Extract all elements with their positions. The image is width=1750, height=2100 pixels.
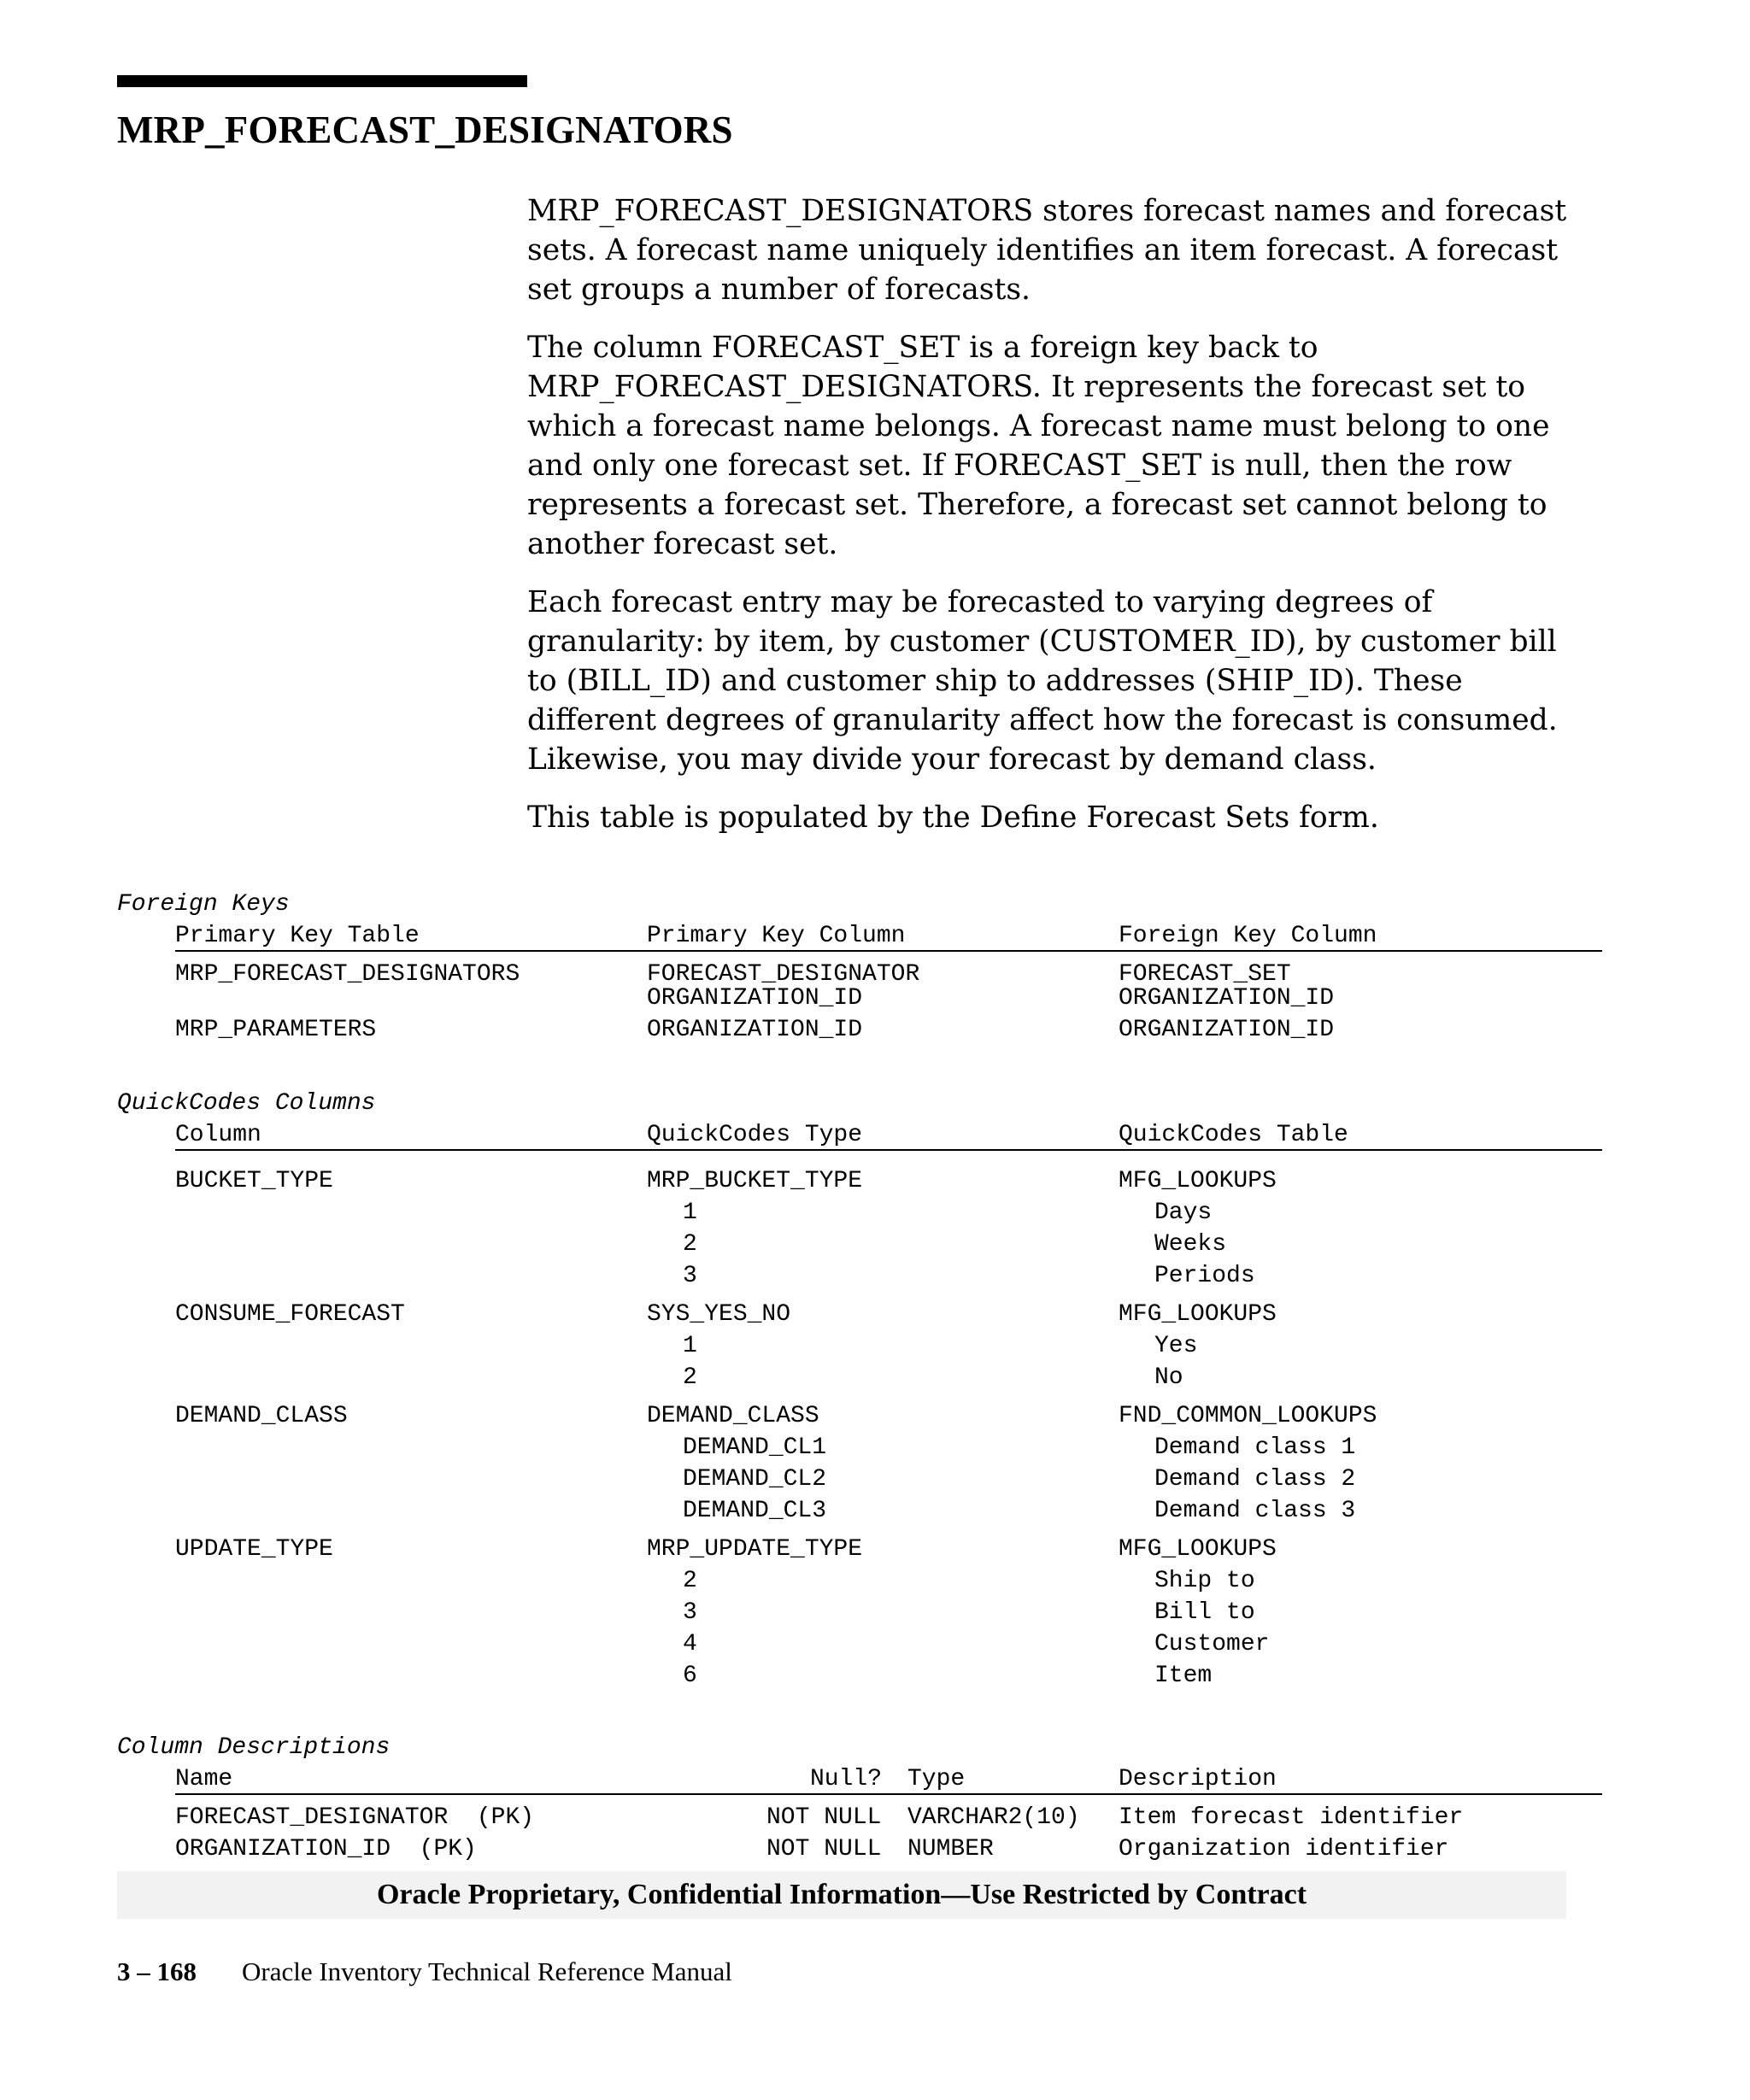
fk-header-rule <box>175 950 1602 952</box>
intro-paragraph: This table is populated by the Define Forecast Sets form. <box>527 801 1379 835</box>
fk-fk-cell: FORECAST_SET <box>1119 961 1291 988</box>
qc-header-rule <box>175 1149 1602 1151</box>
qc-meaning-cell: Weeks <box>1154 1231 1227 1258</box>
qc-table-cell: MFG_LOOKUPS <box>1119 1536 1277 1563</box>
cd-description-cell: Organization identifier <box>1119 1836 1449 1862</box>
cd-name-cell: FORECAST_DESIGNATOR (PK) <box>175 1804 535 1831</box>
qc-type-cell: MRP_BUCKET_TYPE <box>647 1168 863 1194</box>
fk-table-cell: MRP_PARAMETERS <box>175 1017 377 1043</box>
qc-meaning-cell: Customer <box>1154 1631 1270 1657</box>
qc-meaning-cell: Demand class 1 <box>1154 1434 1356 1461</box>
qc-column-cell: CONSUME_FORECAST <box>175 1301 405 1328</box>
qc-code-cell: DEMAND_CL2 <box>683 1466 827 1493</box>
cd-header-type: Type <box>907 1766 966 1792</box>
intro-paragraph: MRP_FORECAST_DESIGNATORS stores forecast names and forecast sets. A forecast name uniquely identifies an item forecast. A forecast set groups a number of forecasts. <box>527 194 1567 307</box>
qc-meaning-cell: Ship to <box>1154 1568 1255 1594</box>
cd-header-rule <box>175 1793 1602 1795</box>
fk-pk-cell: ORGANIZATION_ID <box>647 1017 863 1043</box>
cd-header-name: Name <box>175 1766 233 1792</box>
qc-code-cell: 6 <box>683 1663 697 1689</box>
cd-type-cell: NUMBER <box>907 1836 994 1862</box>
qc-meaning-cell: Days <box>1154 1200 1213 1226</box>
qc-code-cell: DEMAND_CL1 <box>683 1434 827 1461</box>
qc-type-cell: MRP_UPDATE_TYPE <box>647 1536 863 1563</box>
cd-description-cell: Item forecast identifier <box>1119 1804 1464 1831</box>
qc-header-column: Column <box>175 1122 261 1148</box>
intro-paragraph: Each forecast entry may be forecasted to varying degrees of granularity: by item, by customer (CUSTOMER_ID), by customer bill to (BILL_ID) and customer ship to addresses (SHIP_ID). These different degrees of granularity affect how the forecast is consumed. Likewise, you may divide your forecast by demand class. <box>527 585 1558 777</box>
qc-meaning-cell: No <box>1154 1364 1183 1391</box>
cd-header-description: Description <box>1119 1766 1277 1792</box>
qc-meaning-cell: Yes <box>1154 1333 1198 1359</box>
intro-text <box>527 191 1587 856</box>
qc-code-cell: 2 <box>683 1231 697 1258</box>
fk-pk-cell: FORECAST_DESIGNATOR <box>647 961 920 988</box>
fk-fk-cell: ORGANIZATION_ID <box>1119 1017 1335 1043</box>
qc-table-cell: MFG_LOOKUPS <box>1119 1168 1277 1194</box>
manual-title: Oracle Inventory Technical Reference Manual <box>242 1956 732 1986</box>
fk-fk-cell: ORGANIZATION_ID <box>1119 985 1335 1012</box>
fk-header-fk-column: Foreign Key Column <box>1119 923 1377 949</box>
cd-null-cell: NOT NULL <box>766 1804 882 1831</box>
cd-name-cell: ORGANIZATION_ID (PK) <box>175 1836 477 1862</box>
quickcodes-heading: QuickCodes Columns <box>117 1090 376 1117</box>
qc-code-cell: 3 <box>683 1599 697 1626</box>
cd-type-cell: VARCHAR2(10) <box>907 1804 1080 1831</box>
qc-code-cell: 1 <box>683 1200 697 1226</box>
qc-type-cell: SYS_YES_NO <box>647 1301 791 1328</box>
qc-table-cell: MFG_LOOKUPS <box>1119 1301 1277 1328</box>
qc-code-cell: 4 <box>683 1631 697 1657</box>
qc-meaning-cell: Demand class 2 <box>1154 1466 1356 1493</box>
column-descriptions-heading: Column Descriptions <box>117 1734 391 1761</box>
qc-code-cell: DEMAND_CL3 <box>683 1498 827 1524</box>
qc-meaning-cell: Item <box>1154 1663 1213 1689</box>
qc-code-cell: 3 <box>683 1263 697 1289</box>
fk-table-cell: MRP_FORECAST_DESIGNATORS <box>175 961 520 988</box>
cd-null-cell: NOT NULL <box>766 1836 882 1862</box>
cd-header-null: Null? <box>810 1766 883 1792</box>
qc-column-cell: BUCKET_TYPE <box>175 1168 333 1194</box>
fk-header-pk-table: Primary Key Table <box>175 923 420 949</box>
page-title: MRP_FORECAST_DESIGNATORS <box>117 109 733 151</box>
qc-code-cell: 2 <box>683 1568 697 1594</box>
foreign-keys-heading: Foreign Keys <box>117 891 290 918</box>
qc-header-type: QuickCodes Type <box>647 1122 863 1148</box>
qc-header-table: QuickCodes Table <box>1119 1122 1348 1148</box>
qc-type-cell: DEMAND_CLASS <box>647 1403 819 1429</box>
qc-code-cell: 1 <box>683 1333 697 1359</box>
fk-header-pk-column: Primary Key Column <box>647 923 906 949</box>
qc-column-cell: DEMAND_CLASS <box>175 1403 348 1429</box>
title-rule <box>117 75 527 87</box>
qc-meaning-cell: Periods <box>1154 1263 1255 1289</box>
qc-meaning-cell: Bill to <box>1154 1599 1255 1626</box>
fk-pk-cell: ORGANIZATION_ID <box>647 985 863 1012</box>
qc-meaning-cell: Demand class 3 <box>1154 1498 1356 1524</box>
qc-column-cell: UPDATE_TYPE <box>175 1536 333 1563</box>
page-number: 3 – 168 <box>117 1956 197 1986</box>
qc-code-cell: 2 <box>683 1364 697 1391</box>
qc-table-cell: FND_COMMON_LOOKUPS <box>1119 1403 1377 1429</box>
intro-paragraph: The column FORECAST_SET is a foreign key back to MRP_FORECAST_DESIGNATORS. It represents the forecast set to which a forecast name belongs. A forecast name must belong to one and only one forecast set. If FORECAST_SET is null, then the row represents a forecast set. Therefore, a forecast set cannot belong to another forecast set. <box>527 331 1550 561</box>
confidential-notice: Oracle Proprietary, Confidential Information––Use Restricted by Contract <box>376 1879 1307 1910</box>
